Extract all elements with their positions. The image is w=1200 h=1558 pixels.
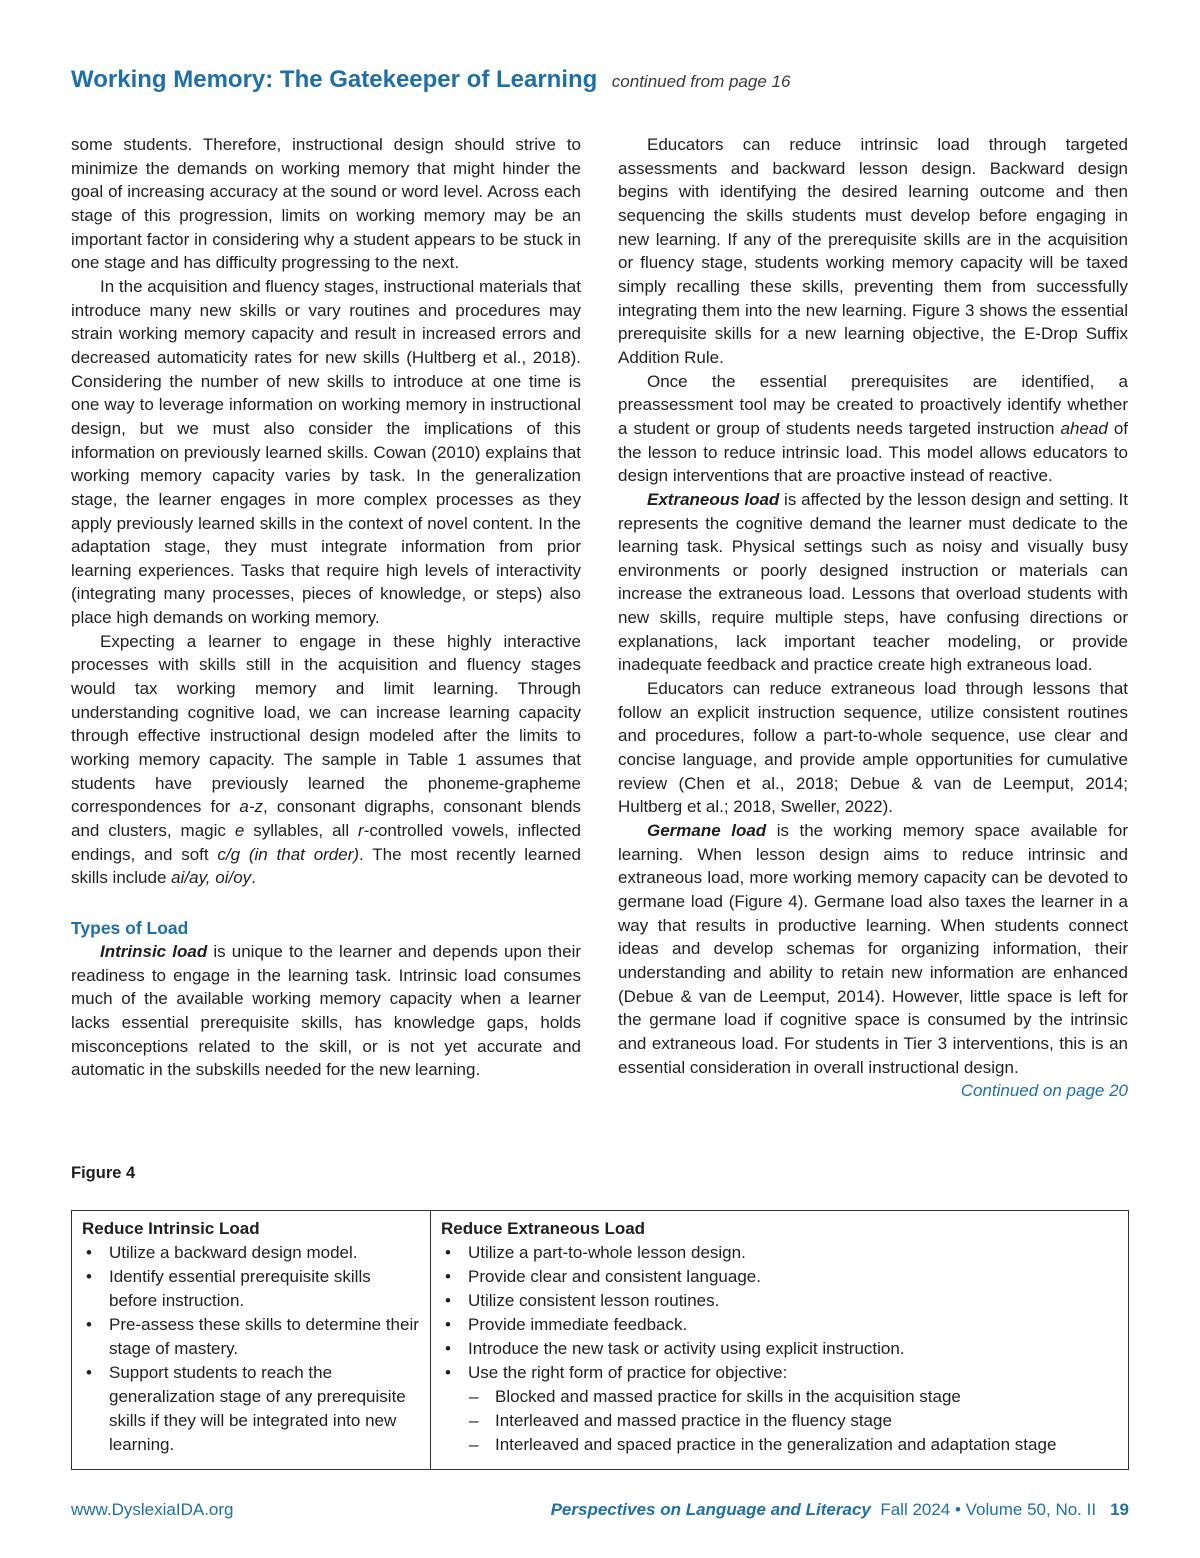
list-item: • Pre-assess these skills to determine their stage of mastery. <box>82 1313 420 1361</box>
paragraph: Extraneous load is affected by the lesson design and setting. It represents the cognitive demand the learner must dedicate to the learning task. Physical settings such as noisy and visually busy environments or poorly designed instruction or materials can increase the extraneous load. Lessons that overload students with new skills, require multiple steps, have confusing directions or explanations, lack important teacher modeling, or provide inadequate feedback and practice create high extraneous load. <box>618 489 1128 675</box>
paragraph: Educators can reduce intrinsic load through targeted assessments and backward lesson design. Backward design begins with identifying the desired learning outcome and then sequencing the skills students must develop before engaging in new learning. If any of the prerequisite skills are in the acquisition or fluency stage, students working memory capacity will be taxed simply recalling these skills, preventing them from successfully integrating them into the new learning. Figure 3 shows the essential prerequisite skills for a new learning objective, the E-Drop Suffix Addition Rule. <box>618 135 1128 367</box>
publication-info <box>551 1500 1129 1520</box>
continued-on-link[interactable]: Continued on page 20 <box>960 1081 1128 1101</box>
cell-heading: Reduce Intrinsic Load <box>82 1219 260 1238</box>
term-intrinsic-load: Intrinsic load <box>100 942 208 961</box>
journal-name: Perspectives on Language and Literacy <box>550 1500 871 1519</box>
sub-list-item: – Interleaved and spaced practice in the generalization and adaptation stage <box>441 1433 1118 1457</box>
sub-list-item: – Blocked and massed practice for skills in the acquisition stage <box>441 1385 1118 1409</box>
sub-list <box>441 1385 1118 1457</box>
figure-label: Figure 4 <box>71 1164 136 1182</box>
continued-from-note: continued from page 16 <box>611 72 791 91</box>
paragraph: Once the essential prerequisites are identified, a preassessment tool may be created to proactively identify whether a student or group of students needs targeted instruction ahead of the lesson to reduce intrinsic load. This model allows educators to design interventions that are proactive instead of reactive. <box>618 371 1128 486</box>
paragraph: Expecting a learner to engage in these highly interactive processes with skills still in the acquisition and fluency stages would tax working memory and limit learning. Through understanding cognitive load, we can increase learning capacity through effective instructional design modeled after the limits to working memory capacity. The sample in Table 1 assumes that students have previously learned the phoneme-grapheme correspondences for a-z, consonant digraphs, consonant blends and clusters, magic e syllables, all r-controlled vowels, inflected endings, and soft c/g (in that order). The most recently learned skills include ai/ay, oi/oy. <box>71 631 582 888</box>
paragraph: Germane load is the working memory space available for learning. When lesson design aims to reduce intrinsic and extraneous load, more working memory capacity can be devoted to germane load (Figure 4). Germane load also taxes the learner in a way that results in productive learning. When students connect ideas and develop schemas for organizing information, their understanding and ability to retain new information are enhanced (Debue & van de Leemput, 2014). However, little space is left for the germane load if cognitive space is consumed by the intrinsic and extraneous load. For students in Tier 3 interventions, this is an essential consideration in overall instructional design. <box>618 821 1128 1077</box>
paragraph: In the acquisition and fluency stages, instructional materials that introduce many new skills or vary routines and procedures may strain working memory capacity and result in increased errors and decreased automaticity rates for new skills (Hultberg et al., 2018). Considering the number of new skills to introduce at one time is one way to leverage information on working memory in instructional design, but we must also consider the implications of this information on previously learned skills. Cowan (2010) explains that working memory capacity varies by task. In the generalization stage, the learner engages in more complex processes as they apply previously learned skills in the context of novel content. In the adaptation stage, they must integrate information from prior learning experiences. Tasks that require high levels of interactivity (integrating many processes, pieces of knowledge, or steps) also place high demands on working memory. <box>71 276 581 628</box>
page-header <box>71 66 790 94</box>
list-item: • Provide clear and consistent language. <box>441 1265 1118 1289</box>
article-title: Working Memory: The Gatekeeper of Learning <box>71 66 598 93</box>
list-item: • Utilize consistent lesson routines. <box>441 1289 1118 1313</box>
paragraph: Educators can reduce extraneous load through lessons that follow an explicit instruction sequence, utilize consistent routines and procedures, follow a part-to-whole sequence, use clear and concise language, and provide ample opportunities for cumulative review (Chen et al., 2018; Debue & van de Leemput, 2014; Hultberg et al.; 2018, Sweller, 2022). <box>618 679 1128 817</box>
list-item: • Utilize a part-to-whole lesson design. <box>441 1241 1118 1265</box>
reduce-extraneous-cell <box>431 1211 1128 1469</box>
list-item: • Use the right form of practice for objective: <box>441 1361 1118 1385</box>
sub-list-item: – Interleaved and massed practice in the fluency stage <box>441 1409 1118 1433</box>
reduce-intrinsic-cell <box>72 1211 431 1469</box>
list-item: • Utilize a backward design model. <box>82 1241 420 1265</box>
term-extraneous-load: Extraneous load <box>647 489 780 509</box>
paragraph: Intrinsic load is unique to the learner and depends upon their readiness to engage in the learning task. Intrinsic load consumes much of the available working memory capacity when a learner lacks essential prerequisite skills, has knowledge gaps, holds misconceptions related to the skill, or is not yet accurate and automatic in the subskills needed for the new learning. <box>71 942 582 1080</box>
website-link[interactable]: www.DyslexiaIDA.org <box>71 1500 234 1519</box>
figure-table <box>71 1210 1129 1470</box>
right-column <box>618 133 1128 1103</box>
list-item: • Provide immediate feedback. <box>441 1313 1118 1337</box>
paragraph: some students. Therefore, instructional design should strive to minimize the demands on working memory that might hinder the goal of increasing accuracy at the sound or word level. Across each stage of this progression, limits on working memory may be an important factor in considering why a student appears to be stuck in one stage and has difficulty progressing to the next. <box>71 135 581 273</box>
cell-heading: Reduce Extraneous Load <box>441 1219 646 1238</box>
page-number: 19 <box>1110 1500 1129 1519</box>
bullet-list <box>441 1241 1118 1385</box>
left-column <box>71 133 581 1082</box>
bullet-list <box>82 1241 420 1457</box>
issue-info: Fall 2024 • Volume 50, No. II <box>880 1500 1097 1519</box>
term-germane-load: Germane load <box>647 821 767 841</box>
list-item: • Support students to reach the generalization stage of any prerequisite skills if they will be integrated into new learning. <box>82 1361 420 1457</box>
list-item: • Introduce the new task or activity using explicit instruction. <box>441 1337 1118 1361</box>
list-item: • Identify essential prerequisite skills before instruction. <box>82 1265 420 1313</box>
section-heading: Types of Load <box>71 918 189 938</box>
